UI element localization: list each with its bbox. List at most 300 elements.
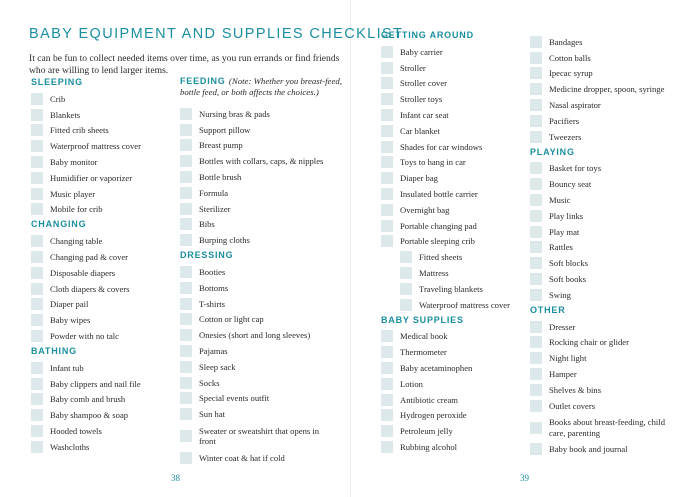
checklist-item-label: Music [549,195,571,206]
checklist-sub-item[interactable] [381,249,531,265]
checklist-item[interactable] [180,106,350,122]
checkbox[interactable] [530,178,542,190]
checklist-item-label: Sun hat [199,409,226,420]
section-heading-dressing: DRESSING [180,250,234,261]
checklist-item[interactable] [180,185,350,201]
checkbox[interactable] [180,345,192,357]
checklist-item-label: Socks [199,377,220,388]
checklist-item[interactable] [530,97,695,113]
checklist-item[interactable] [530,255,695,271]
checkbox[interactable] [31,93,43,105]
checkbox[interactable] [381,394,393,406]
checklist-item-label: Medical book [400,331,448,342]
checklist-item[interactable] [381,170,531,186]
checkbox[interactable] [180,430,192,442]
checkbox[interactable] [530,422,542,434]
checkbox[interactable] [530,443,542,455]
checkbox[interactable] [530,321,542,333]
checkbox[interactable] [180,155,192,167]
checkbox[interactable] [381,378,393,390]
checkbox[interactable] [381,220,393,232]
checklist-item-label: Lotion [400,378,423,389]
checklist-item-label: Bottle brush [199,172,242,183]
checklist-item-label: Shades for car windows [400,141,483,152]
checklist-playing [530,161,695,303]
checklist-item[interactable] [381,202,531,218]
checklist-item[interactable] [381,107,531,123]
checklist-item-label: Sterilizer [199,203,231,214]
checkbox[interactable] [31,425,43,437]
checklist-item[interactable] [31,107,181,123]
checklist-item[interactable] [381,423,531,439]
checklist-item[interactable] [180,450,350,466]
checklist-item-label: Swing [549,289,571,300]
checklist-item-label: Car blanket [400,125,440,136]
checklist-item[interactable] [381,218,531,234]
checklist-item-label: Stroller toys [400,94,443,105]
checkbox[interactable] [530,352,542,364]
checklist-item-label: Baby acetaminophen [400,363,473,374]
checkbox[interactable] [31,298,43,310]
checklist-item[interactable] [180,406,350,422]
checklist-item[interactable] [530,161,695,177]
checkbox[interactable] [31,283,43,295]
checkbox[interactable] [381,93,393,105]
checklist-item[interactable] [530,319,695,335]
checkbox[interactable] [31,441,43,453]
checklist-item-label: Soft books [549,274,587,285]
checkbox[interactable] [381,409,393,421]
checklist-item-label: Nasal aspirator [549,100,601,111]
checkbox[interactable] [381,77,393,89]
checklist-item[interactable] [180,327,350,343]
checkbox[interactable] [180,108,192,120]
checkbox[interactable] [530,368,542,380]
checklist-item[interactable] [180,422,350,450]
checklist-item[interactable] [530,129,695,145]
checkbox[interactable] [31,409,43,421]
checklist-item[interactable] [31,138,181,154]
section-heading-bathing: BATHING [31,345,77,356]
checklist-item[interactable] [180,296,350,312]
checklist-other [530,319,695,458]
checklist-item[interactable] [31,233,181,249]
checklist-item[interactable] [530,176,695,192]
checkbox[interactable] [31,109,43,121]
checklist-item[interactable] [180,122,350,138]
checklist-item-label: Play mat [549,226,580,237]
checklist-item[interactable] [530,208,695,224]
checklist-item[interactable] [180,280,350,296]
checklist-item[interactable] [530,66,695,82]
checklist-item[interactable] [530,382,695,398]
checklist-item[interactable] [31,312,181,328]
checkbox[interactable] [180,298,192,310]
checkbox[interactable] [381,188,393,200]
feeding-heading-label: FEEDING [180,76,226,86]
checklist-item[interactable] [31,407,181,423]
checklist-sub-item[interactable] [381,281,531,297]
checklist-item[interactable] [530,442,695,458]
checklist-item-label: Special events outfit [199,393,270,404]
checklist-item[interactable] [180,359,350,375]
checklist-item-label: Pajamas [199,346,228,357]
checklist-item[interactable] [381,186,531,202]
checklist-item-label: Humidifier or vaporizer [50,172,133,183]
checklist-item[interactable] [180,343,350,359]
checklist-item[interactable] [31,265,181,281]
checkbox[interactable] [530,273,542,285]
checkbox[interactable] [381,235,393,247]
checklist-item[interactable] [530,271,695,287]
checkbox[interactable] [400,299,412,311]
checklist-item[interactable] [530,335,695,351]
checklist-item[interactable] [381,155,531,171]
checklist-item-label: Rocking chair or glider [549,337,629,348]
checkbox[interactable] [381,441,393,453]
checklist-item[interactable] [381,392,531,408]
checklist-item-label: Cloth diapers & covers [50,283,130,294]
checklist-item-label: Waterproof mattress cover [50,141,141,152]
checklist-item-label: Infant car seat [400,110,449,121]
checklist-item-label: Bottles with collars, caps, & nipples [199,156,324,167]
page-number-right: 39 [520,473,529,483]
checklist-item[interactable] [31,281,181,297]
checkbox[interactable] [31,188,43,200]
checklist-item-label: Bandages [549,36,583,47]
checklist-item[interactable] [31,186,181,202]
page-number-left: 38 [171,473,180,483]
checkbox[interactable] [381,362,393,374]
checkbox[interactable] [530,241,542,253]
checklist-item-label: Ipecac syrup [549,68,593,79]
column-2 [180,76,350,466]
checklist-item-label: Bottoms [199,282,229,293]
checkbox[interactable] [31,203,43,215]
checklist-item-label: Petroleum jelly [400,426,453,437]
checkbox[interactable] [31,172,43,184]
checklist-item-label: Baby comb and brush [50,394,126,405]
checklist-item-label: Bibs [199,219,215,230]
checklist-item-label: Tweezers [549,131,582,142]
checkbox[interactable] [180,124,192,136]
checklist-item-label: Diaper pail [50,299,89,310]
checklist-item[interactable] [530,366,695,382]
checklist-item[interactable] [31,202,181,218]
checklist-item-label: Stroller [400,62,426,73]
column-3 [381,29,531,455]
checkbox[interactable] [381,172,393,184]
checklist-item-label: Pacifiers [549,115,580,126]
checklist-item-label: Baby shampoo & soap [50,410,129,421]
checklist-baby-supplies [381,329,531,455]
checkbox[interactable] [31,140,43,152]
checklist-item[interactable] [381,44,531,60]
checklist-item-label: Thermometer [400,347,447,358]
checkbox[interactable] [31,156,43,168]
checklist-item-label: Hydrogen peroxide [400,410,467,421]
checklist-item-label: Booties [199,267,226,278]
checklist-item-label: Baby monitor [50,157,98,168]
checklist-item[interactable] [180,312,350,328]
checklist-item-label: Rubbing alcohol [400,442,458,453]
intro-text: It can be fun to collect needed items over time, as you run errands or find friends who are willing to lend larger items. [29,53,340,76]
checklist-item[interactable] [180,232,350,248]
checklist-item[interactable] [31,297,181,313]
checklist-item[interactable] [530,192,695,208]
checklist-feeding [180,106,350,248]
checklist-item[interactable] [31,392,181,408]
checkbox[interactable] [381,125,393,137]
checklist-item[interactable] [530,398,695,414]
checklist-item[interactable] [530,224,695,240]
checklist-item-label: Sweater or sweatshirt that opens in front [199,425,320,447]
checkbox[interactable] [180,139,192,151]
column-1 [31,76,181,455]
checklist-sub-item[interactable] [381,265,531,281]
section-heading-feeding [180,76,350,106]
checkbox[interactable] [530,36,542,48]
checklist-item[interactable] [530,414,695,442]
checklist-item[interactable] [381,139,531,155]
checklist-item[interactable] [180,138,350,154]
checklist-item[interactable] [381,344,531,360]
checklist-item-label: Basket for toys [549,163,602,174]
checklist-item[interactable] [31,376,181,392]
checkbox[interactable] [381,156,393,168]
checkbox[interactable] [530,336,542,348]
feeding-note: (Note: Whether you breast-feed, bottle feed, or both affects the choices.) [180,76,342,97]
checklist-item-label: Rattles [549,242,573,253]
checklist-item-label: Diaper bag [400,173,438,184]
checkbox[interactable] [31,330,43,342]
checklist-item-label: Shelves & bins [549,384,602,395]
checklist-item[interactable] [381,123,531,139]
checklist-item-label: Insulated bottle carrier [400,189,478,200]
checkbox[interactable] [530,52,542,64]
checklist-item[interactable] [180,391,350,407]
checklist-getting-around [381,44,531,249]
checkbox[interactable] [530,131,542,143]
checkbox[interactable] [180,329,192,341]
checklist-item[interactable] [381,91,531,107]
checklist-item[interactable] [180,217,350,233]
checklist-item-label: Winter coat & hat if cold [199,453,285,464]
checkbox[interactable] [530,162,542,174]
checklist-item-label: Baby clippers and nail file [50,378,141,389]
checklist-item-label: Cotton balls [549,52,591,63]
checkbox[interactable] [530,289,542,301]
checkbox[interactable] [31,362,43,374]
page-gutter [350,0,351,497]
checklist-item[interactable] [31,360,181,376]
checklist-item-label: Baby carrier [400,46,443,57]
checklist-item[interactable] [31,170,181,186]
checklist-item[interactable] [31,91,181,107]
checklist-item-label: Washcloths [50,441,90,452]
checklist-item[interactable] [530,350,695,366]
checklist-item-label: Crib [50,93,66,104]
checkbox[interactable] [530,400,542,412]
checkbox[interactable] [530,115,542,127]
checkbox[interactable] [180,313,192,325]
checklist-item[interactable] [31,123,181,139]
checkbox[interactable] [180,377,192,389]
checklist-item-label: Hamper [549,369,577,380]
checklist-item-label: Infant tub [50,362,84,373]
checklist-item[interactable] [530,113,695,129]
checklist-item[interactable] [381,439,531,455]
checklist-item-label: Books about breast-feeding, child care, parenting [549,417,665,438]
checkbox[interactable] [381,109,393,121]
checklist-item-label: Toys to hang in car [400,157,466,168]
checklist-item[interactable] [381,76,531,92]
checklist-item-label: Onesies (short and long sleeves) [199,330,311,341]
checklist-item-label: Medicine dropper, spoon, syringe [549,84,665,95]
checkbox[interactable] [530,194,542,206]
checklist-item[interactable] [381,376,531,392]
checkbox[interactable] [381,330,393,342]
checkbox[interactable] [31,314,43,326]
checkbox[interactable] [31,251,43,263]
checklist-item[interactable] [381,360,531,376]
checklist-item-label: Music player [50,188,96,199]
checklist-item-label: Play links [549,210,584,221]
checklist-item[interactable] [381,329,531,345]
checklist-item-label: Portable sleeping crib [400,236,475,247]
checklist-item-label: Changing table [50,236,103,247]
checklist-item[interactable] [31,328,181,344]
checkbox[interactable] [381,204,393,216]
checklist-item-label: Formula [199,187,229,198]
checkbox[interactable] [381,62,393,74]
checklist-item-label: Baby book and journal [549,444,628,455]
checklist-item-label: Support pillow [199,124,251,135]
checklist-item[interactable] [180,201,350,217]
checkbox[interactable] [400,283,412,295]
checklist-item[interactable] [180,169,350,185]
checklist-item-label: Burping cloths [199,235,250,246]
checkbox[interactable] [31,267,43,279]
checklist-item-label: Fitted crib sheets [50,125,109,136]
checklist-sub-item[interactable] [381,297,531,313]
checklist-item-label: Portable changing pad [400,220,477,231]
checklist-item[interactable] [31,249,181,265]
checklist-item[interactable] [530,50,695,66]
checklist-sleeping [31,91,181,217]
checkbox[interactable] [180,234,192,246]
section-heading-other: OTHER [530,304,566,315]
checklist-sleeping-crib-accessories [381,249,531,312]
checkbox[interactable] [180,408,192,420]
checklist-item-label: Traveling blankets [419,283,483,294]
checkbox[interactable] [31,235,43,247]
checklist-item-label: Blankets [50,109,81,120]
checklist-item-label: Antibiotic cream [400,394,458,405]
section-heading-sleeping: SLEEPING [31,77,83,87]
checkbox[interactable] [180,392,192,404]
checklist-item[interactable] [180,153,350,169]
checklist-dressing [180,264,350,466]
checklist-item-label: Mattress [419,268,449,279]
checklist-item-label: Disposable diapers [50,267,116,278]
checkbox[interactable] [530,99,542,111]
checklist-item-label: T-shirts [199,298,225,309]
checklist-item[interactable] [381,60,531,76]
checklist-item-label: Breast pump [199,140,243,151]
checklist-item[interactable] [381,408,531,424]
checkbox[interactable] [180,187,192,199]
checklist-item-label: Nursing bras & pads [199,108,270,119]
checkbox[interactable] [180,203,192,215]
checklist-changing [31,233,181,344]
checklist-item-label: Hooded towels [50,426,102,437]
checkbox[interactable] [530,67,542,79]
checklist-item-label: Bouncy seat [549,179,592,190]
checkbox[interactable] [180,452,192,464]
checklist-item[interactable] [180,264,350,280]
checkbox[interactable] [381,46,393,58]
checklist-item-label: Mobile for crib [50,204,103,215]
section-heading-changing: CHANGING [31,219,87,230]
checklist-bathing [31,360,181,455]
section-heading-playing: PLAYING [530,146,575,157]
checkbox[interactable] [400,251,412,263]
checklist-item[interactable] [31,154,181,170]
checkbox[interactable] [31,124,43,136]
checkbox[interactable] [530,257,542,269]
checklist-item-label: Cotton or light cap [199,314,264,325]
checklist-item[interactable] [530,81,695,97]
checkbox[interactable] [530,226,542,238]
checkbox[interactable] [180,218,192,230]
checklist-item[interactable] [31,439,181,455]
checklist-item-label: Soft blocks [549,258,588,269]
checkbox[interactable] [31,378,43,390]
checkbox[interactable] [530,83,542,95]
checkbox[interactable] [180,282,192,294]
checklist-item-label: Dresser [549,321,576,332]
checklist-item-label: Fitted sheets [419,252,463,263]
checklist-item[interactable] [530,287,695,303]
checkbox[interactable] [180,361,192,373]
checklist-item[interactable] [530,34,695,50]
checkbox[interactable] [400,267,412,279]
checklist-item[interactable] [31,423,181,439]
column-4 [530,34,695,457]
checklist-item-label: Outlet covers [549,400,596,411]
checkbox[interactable] [381,425,393,437]
checklist-item[interactable] [180,375,350,391]
checkbox[interactable] [530,384,542,396]
checklist-item-label: Baby wipes [50,315,91,326]
checkbox[interactable] [381,346,393,358]
checkbox[interactable] [530,210,542,222]
checklist-item-label: Night light [549,353,587,364]
checklist-first-aid [530,34,695,145]
section-heading-baby-supplies: BABY SUPPLIES [381,314,464,325]
checklist-item[interactable] [530,240,695,256]
checkbox[interactable] [180,171,192,183]
checkbox[interactable] [31,393,43,405]
checklist-item-label: Changing pad & cover [50,252,129,263]
page-title: BABY EQUIPMENT AND SUPPLIES CHECKLIST [29,26,404,42]
checklist-item[interactable] [381,234,531,250]
section-heading-getting-around: GETTING AROUND [381,30,474,40]
checkbox[interactable] [180,266,192,278]
checklist-item-label: Sleep sack [199,361,236,372]
checkbox[interactable] [381,141,393,153]
